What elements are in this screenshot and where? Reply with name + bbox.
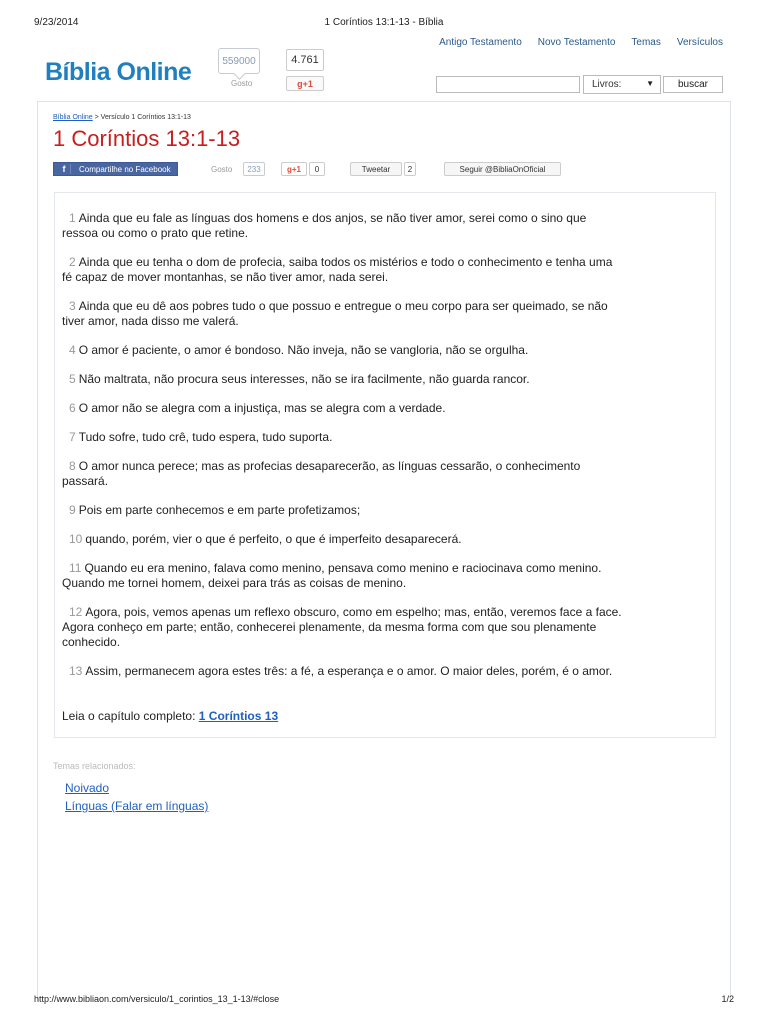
breadcrumb <box>53 114 191 121</box>
tweet-button[interactable]: Tweetar <box>350 162 402 176</box>
verse-number: 3 <box>69 299 76 313</box>
verse <box>62 430 622 445</box>
verse-number: 7 <box>69 430 76 444</box>
search-button[interactable]: buscar <box>663 76 723 93</box>
verse-number: 9 <box>69 503 76 517</box>
verse-number: 13 <box>69 664 83 678</box>
nav-antigo-testamento[interactable]: Antigo Testamento <box>439 37 522 48</box>
nav-versiculos[interactable]: Versículos <box>676 37 723 48</box>
facebook-share-button[interactable] <box>53 162 178 176</box>
gplus-count-bubble: 4.761 <box>286 49 324 71</box>
like-count-bubble: 559000 <box>218 48 260 74</box>
dropdown-arrow-icon: ▼ <box>646 79 654 88</box>
read-chapter-prefix: Leia o capítulo completo: <box>62 709 199 723</box>
nav-temas[interactable]: Temas <box>631 37 661 48</box>
read-chapter <box>62 709 278 723</box>
verse-text: Quando eu era menino, falava como menino, pensava como menino e raciocinava como menino. Quando me tornei homem, deixei para trás as coisas de menino. <box>62 561 602 590</box>
verse-number: 4 <box>69 343 76 357</box>
verse <box>62 211 622 241</box>
verse <box>62 255 622 285</box>
like-button-2[interactable]: Gosto <box>211 165 233 174</box>
verse-text: Tudo sofre, tudo crê, tudo espera, tudo suporta. <box>78 430 333 444</box>
verse-text: quando, porém, vier o que é perfeito, o que é imperfeito desaparecerá. <box>85 532 462 546</box>
print-date: 9/23/2014 <box>34 17 79 28</box>
verse-text: Ainda que eu dê aos pobres tudo o que possuo e entregue o meu corpo para ser queimado, se não tiver amor, nada disso me valerá. <box>62 299 608 328</box>
verse <box>62 532 622 547</box>
verse-text: Ainda que eu fale as línguas dos homens e dos anjos, se não tiver amor, serei como o sino que ressoa ou como o prato que retine. <box>62 211 587 240</box>
verse <box>62 299 622 329</box>
verse <box>62 664 622 679</box>
twitter-follow-button[interactable]: Seguir @BibliaOnOficial <box>444 162 561 176</box>
related-topic-link[interactable]: Noivado <box>65 781 110 795</box>
related-topics-label: Temas relacionados: <box>53 761 136 771</box>
gplus-button[interactable] <box>286 76 324 91</box>
verse <box>62 605 622 650</box>
verse-text: O amor nunca perece; mas as profecias desaparecerão, as línguas cessarão, o conhecimento passará. <box>62 459 581 488</box>
verse-number: 1 <box>69 211 76 225</box>
verse <box>62 503 622 518</box>
site-logo[interactable]: Bíblia Online <box>45 58 192 86</box>
verse-text: Assim, permanecem agora estes três: a fé, a esperança e o amor. O maior deles, porém, é o amor. <box>85 664 613 678</box>
verse-text: O amor não se alegra com a injustiça, mas se alegra com a verdade. <box>78 401 446 415</box>
gplus-label-2: +1 <box>291 164 301 174</box>
top-nav <box>439 37 723 48</box>
gplus-icon: g <box>297 78 303 89</box>
facebook-icon: f <box>58 164 71 174</box>
verse-number: 8 <box>69 459 76 473</box>
search-input[interactable] <box>436 76 580 93</box>
verse-number: 5 <box>69 372 76 386</box>
verse-number: 10 <box>69 532 83 546</box>
gplus-count-bubble-2: 0 <box>309 162 325 176</box>
verse <box>62 401 622 416</box>
books-select-label: Livros: <box>592 79 622 90</box>
verse-number: 2 <box>69 255 76 269</box>
breadcrumb-home-link[interactable]: Bíblia Online <box>53 114 93 121</box>
nav-novo-testamento[interactable]: Novo Testamento <box>537 37 616 48</box>
gplus-button-2[interactable] <box>281 162 307 176</box>
verse <box>62 561 622 591</box>
like-count-bubble-2: 233 <box>243 162 265 176</box>
verse-text: Pois em parte conhecemos e em parte profetizamos; <box>78 503 361 517</box>
chapter-link[interactable]: 1 Coríntios 13 <box>198 709 279 723</box>
verse-number: 12 <box>69 605 83 619</box>
verse <box>62 372 622 387</box>
verse-text: Agora, pois, vemos apenas um reflexo obscuro, como em espelho; mas, então, veremos face a face. Agora conheço em parte; então, conhecerei plenamente, da mesma forma com que sou plenamente conhecido. <box>62 605 622 649</box>
verse-number: 6 <box>69 401 76 415</box>
facebook-share-label: Compartilhe no Facebook <box>79 164 171 174</box>
related-topic-link[interactable]: Línguas (Falar em línguas) <box>65 799 209 813</box>
verse-list <box>62 211 622 693</box>
verse <box>62 459 622 489</box>
print-url: http://www.bibliaon.com/versiculo/1_corintios_13_1-13/#close <box>34 994 280 1004</box>
like-button[interactable]: Gosto <box>231 79 253 88</box>
tweet-count-bubble: 2 <box>404 162 416 176</box>
verse-text: O amor é paciente, o amor é bondoso. Não inveja, não se vangloria, não se orgulha. <box>78 343 529 357</box>
print-page-number: 1/2 <box>721 994 734 1004</box>
verse-text: Ainda que eu tenha o dom de profecia, saiba todos os mistérios e todo o conhecimento e tenha uma fé capaz de mover montanhas, se não tiver amor, nada serei. <box>62 255 613 284</box>
books-select[interactable] <box>583 75 661 94</box>
page-title: 1 Coríntios 13:1-13 <box>53 126 241 151</box>
related-topics-list <box>65 781 208 817</box>
verse-number: 11 <box>69 561 82 575</box>
print-title: 1 Coríntios 13:1-13 - Bíblia <box>324 17 444 28</box>
verse-text: Não maltrata, não procura seus interesses, não se ira facilmente, não guarda rancor. <box>78 372 530 386</box>
verse <box>62 343 622 358</box>
breadcrumb-current: > Versículo 1 Coríntios 13:1-13 <box>92 114 191 121</box>
gplus-icon: g <box>286 164 292 174</box>
gplus-label: +1 <box>302 78 313 89</box>
